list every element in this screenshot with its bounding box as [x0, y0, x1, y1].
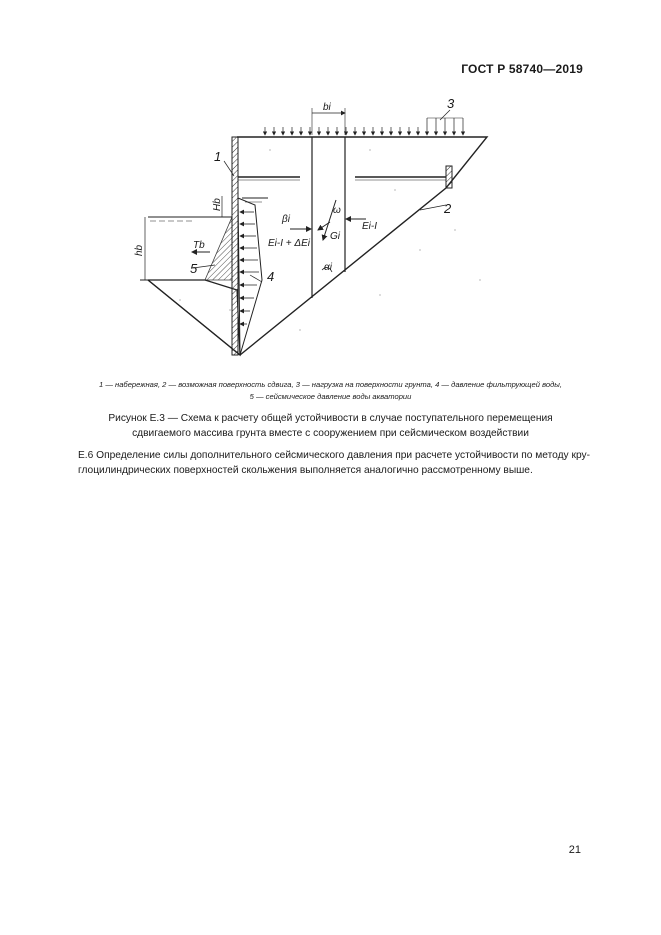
filtration-pressure-arrows [240, 212, 259, 324]
surface-load-arrows [265, 118, 463, 135]
label-omega: ω [333, 205, 341, 216]
label-E-left: Ei-I + ΔEi [268, 238, 310, 249]
stability-diagram [0, 0, 661, 370]
label-bi: bi [323, 102, 331, 113]
label-Gi: Gi [330, 231, 340, 242]
caption-line-2: сдвигаемого массива грунта вместе с сооружением при сейсмическом воздействии [132, 428, 529, 439]
page-number: 21 [568, 844, 581, 856]
label-beta: βi [282, 214, 290, 225]
callout-2: 2 [444, 201, 452, 216]
legend-line-1: 1 — набережная, 2 — возможная поверхность сдвига, 3 — нагрузка на поверхности грунта, 4 — давление фильтрующей воды, [98, 380, 562, 389]
anchor-plate [446, 166, 452, 188]
callout-4: 4 [267, 269, 275, 284]
document-code: ГОСТ Р 58740—2019 [461, 62, 583, 76]
quay-wall [232, 137, 238, 355]
label-E-right: Ei-I [362, 221, 377, 232]
figure-legend [40, 379, 621, 403]
label-alpha: αi [324, 262, 332, 273]
callout-3: 3 [447, 96, 455, 111]
diagram-svg [0, 0, 661, 370]
label-hb: hb [134, 244, 145, 256]
filtration-pressure-diagram [238, 198, 262, 355]
body-paragraph: Е.6 Определение силы дополнительного сейсмического давления при расчете устойчивости по методу кру-глоцилиндрических поверхностей скольжения выполняется аналогично рассмотренному выше. [78, 450, 590, 476]
figure-caption [70, 411, 591, 441]
seismic-water-pressure [205, 217, 232, 280]
callout-1: 1 [214, 149, 222, 164]
label-Hb: Hb [212, 198, 223, 211]
legend-line-2: 5 — сейсмическое давление воды акватории [249, 392, 412, 401]
seismic-force-arrow [318, 222, 330, 230]
seabed-line [148, 280, 240, 355]
caption-line-1: Рисунок Е.3 — Схема к расчету общей устойчивости в случае поступательного перемещения [108, 413, 553, 424]
label-Tb: Tb [193, 240, 205, 251]
callout-5: 5 [190, 261, 198, 276]
